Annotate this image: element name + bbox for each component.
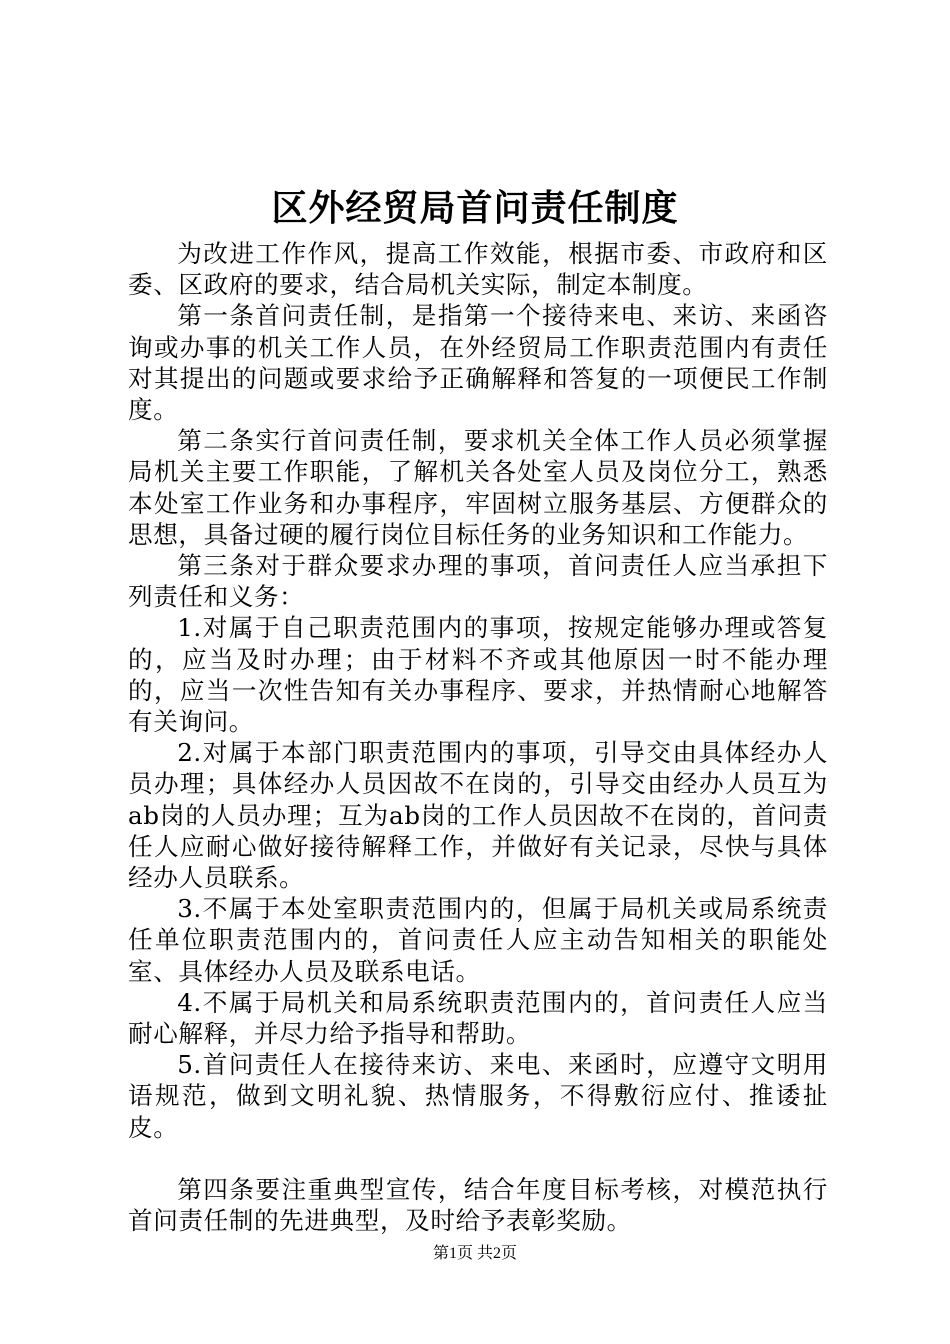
paragraph-item-5: 5.首问责任人在接待来访、来电、来函时，应遵守文明用语规范，做到文明礼貌、热情服务，不得敷衍应付、推诿扯皮。 — [128, 1050, 828, 1142]
paragraph-article-2: 第二条实行首问责任制，要求机关全体工作人员必须掌握局机关主要工作职能，了解机关各处室人员及岗位分工，熟悉本处室工作业务和办事程序，牢固树立服务基层、方便群众的思想，具备过硬的履行岗位目标任务的业务知识和工作能力。 — [128, 426, 828, 549]
paragraph-item-1: 1.对属于自己职责范围内的事项，按规定能够办理或答复的，应当及时办理；由于材料不齐或其他原因一时不能办理的，应当一次性告知有关办事程序、要求，并热情耐心地解答有关询问。 — [128, 613, 828, 737]
document-body — [128, 238, 828, 1236]
paragraph-article-4: 第四条要注重典型宣传，结合年度目标考核，对模范执行首问责任制的先进典型，及时给予表彰奖励。 — [128, 1174, 828, 1236]
paragraph-gap — [128, 1143, 828, 1174]
paragraph-intro: 为改进工作作风，提高工作效能，根据市委、市政府和区委、区政府的要求，结合局机关实际，制定本制度。 — [128, 239, 828, 300]
paragraph-article-3: 第三条对于群众要求办理的事项，首问责任人应当承担下列责任和义务： — [128, 551, 828, 612]
paragraph-article-1: 第一条首问责任制，是指第一个接待来电、来访、来函咨询或办事的机关工作人员，在外经贸局工作职责范围内有责任对其提出的问题或要求给予正确解释和答复的一项便民工作制度。 — [128, 301, 828, 425]
paragraph-item-4: 4.不属于局机关和局系统职责范围内的，首问责任人应当耐心解释，并尽力给予指导和帮助。 — [128, 987, 828, 1049]
paragraph-item-3: 3.不属于本处室职责范围内的，但属于局机关或局系统责任单位职责范围内的，首问责任人应主动告知相关的职能处室、具体经办人员及联系电话。 — [128, 894, 828, 986]
document-title: 区外经贸局首问责任制度 — [271, 187, 679, 229]
page-number-footer: 第1页 共2页 — [432, 1245, 517, 1262]
paragraph-item-2: 2.对属于本部门职责范围内的事项，引导交由具体经办人员办理；具体经办人员因故不在岗的，引导交由经办人员互为ab岗的人员办理；互为ab岗的工作人员因故不在岗的，首问责任人应耐心做好接待解释工作，并做好有关记录，尽快与具体经办人员联系。 — [128, 738, 828, 893]
